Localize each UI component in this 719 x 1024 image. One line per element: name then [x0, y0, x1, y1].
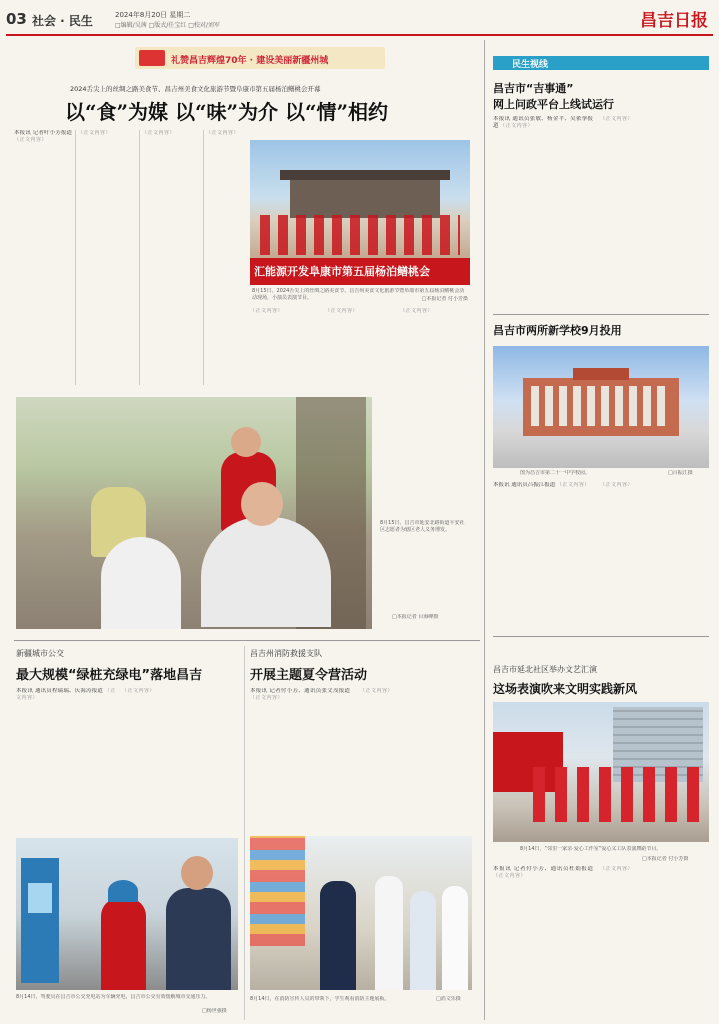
- worker-2: [166, 888, 231, 990]
- section-title: 社会 · 民生: [32, 14, 93, 28]
- sidebar-story1-headline-1: 昌吉市“吉事通”: [493, 82, 574, 95]
- column-divider: [139, 130, 140, 385]
- second-cape: [101, 537, 181, 629]
- culture-headline: 这场表演吹来文明实践新风: [493, 682, 638, 696]
- lead-body-col-1: 本报讯 记者叶小芳报道 （正文内容）: [14, 130, 72, 143]
- lead-body-col-6: （正文内容）: [325, 308, 359, 314]
- bus-body-2: （正文内容）: [122, 688, 156, 694]
- sidebar-story2-body-2: （正文内容）: [600, 482, 634, 488]
- culture-body-1: 本报讯 记者付小芳、通讯员杜娟报道 （正文内容）: [493, 866, 593, 879]
- sidebar-story1-body-2: （正文内容）: [600, 116, 634, 122]
- customer-head: [241, 482, 283, 526]
- roof-shape: [280, 170, 450, 180]
- ad-banner-text: 礼赞昌吉辉煌70年 · 建设美丽新疆州城: [171, 56, 329, 66]
- dance-caption: 8月14日，“邻里一家亲·爱心工作室”爱心义工队表演舞蹈节目。: [520, 846, 662, 852]
- student-2: [410, 891, 436, 990]
- column-divider: [75, 130, 76, 385]
- firefighter: [320, 881, 356, 990]
- header-rule: [6, 34, 713, 36]
- bus-credit: □杨世强摄: [202, 1008, 227, 1014]
- worker-1-helmet: [108, 880, 138, 902]
- sidebar-banner-text: 民生视线: [512, 60, 549, 70]
- performance-credit: □本报记者 付小芳摄: [421, 296, 468, 302]
- issue-date: 2024年8月20日 星期二: [115, 11, 191, 19]
- bus-headline: 最大规模“绿桩充绿电”落地昌吉: [16, 668, 203, 683]
- charging-pile-screen: [28, 883, 52, 913]
- bus-kicker: 新疆城市公交: [16, 649, 64, 658]
- sidebar-story2-headline: 昌吉市两所新学校9月投用: [493, 324, 622, 337]
- school-credit: □吕振江摄: [668, 470, 693, 476]
- school-photo: [493, 346, 709, 468]
- column-divider: [244, 646, 245, 1020]
- fire-headline: 开展主题夏令营活动: [250, 668, 368, 683]
- school-roof: [573, 368, 629, 380]
- school-windows: [531, 386, 671, 426]
- performance-caption: 8月15日，2024舌尖上的丝绸之路美食节、昌吉州美食文化旅游节暨阜康市第五届杨泊鳝桃会活动现场，小演员表演节目。: [252, 288, 465, 301]
- haircut-caption: 8月15日，昌吉市延安北路街道平安社区志愿者为辖区老人义务理发。: [380, 520, 465, 533]
- lead-body-col-4: （正文内容）: [206, 130, 240, 136]
- page-header: [0, 0, 719, 34]
- haircut-credit: □本报记者 目海峰摄: [392, 614, 439, 620]
- exhibit-boards: [250, 836, 305, 946]
- culture-kicker: 昌吉市延北社区举办文艺汇演: [493, 665, 597, 674]
- editors-line: □编辑/吴茜 □版式/任宝红 □校对/刘军: [115, 22, 220, 29]
- divider: [493, 636, 709, 637]
- lead-body-col-3: （正文内容）: [142, 130, 176, 136]
- lead-kicker: 2024舌尖上的丝绸之路美食节、昌吉州美食文化旅游节暨阜康市第五届杨泊鳝桃会开幕: [70, 85, 321, 93]
- student-1: [375, 876, 403, 990]
- haircut-photo: [16, 397, 372, 629]
- fire-body-1: 本报讯 记者付小芳、通讯员张文茂报道 （正文内容）: [250, 688, 350, 701]
- lead-reporter: 本报讯 记者叶小芳报道: [14, 130, 72, 136]
- fire-credit: □消文乐摄: [436, 996, 461, 1002]
- fire-caption: 8月14日，在消防宣传人员的带领下，学生观看消防主题展板。: [250, 996, 390, 1002]
- bus-charging-photo: [16, 838, 238, 990]
- sidebar-story1-body-1: 本报讯 通讯员张敏、杨金平、吴依拳报道 （正文内容）: [493, 116, 593, 129]
- lead-headline: 以“食”为媒 以“味”为介 以“情”相约: [65, 100, 388, 124]
- school-caption: 图为昌吉市第二十一中学校园。: [520, 470, 591, 476]
- dancers-row: [533, 767, 703, 822]
- building-shape: [290, 178, 440, 218]
- worker-2-head: [181, 856, 213, 890]
- newspaper-logo: 昌吉日报: [640, 11, 708, 31]
- ad-banner: [135, 47, 385, 69]
- charging-pile: [21, 858, 59, 983]
- dance-photo: [493, 702, 709, 842]
- page-number: 03: [6, 10, 27, 28]
- bus-body-1: 本报讯 通讯员程瑞瑞、庆海涛报道 （正文内容）: [16, 688, 116, 701]
- student-3: [442, 886, 468, 990]
- dancers-shape: [260, 215, 460, 255]
- anniversary-logo-icon: [139, 50, 165, 66]
- bus-caption: 8月14日，驾驶员在昌吉市公交充电站为车辆充电，昌吉市公交有效缓解城市交通压力。: [16, 994, 211, 1000]
- sidebar-divider: [484, 40, 485, 1020]
- lead-body-col-2: （正文内容）: [78, 130, 112, 136]
- fire-camp-photo: [250, 836, 472, 990]
- culture-body-2: （正文内容）: [600, 866, 634, 872]
- fire-kicker: 昌吉州消防救援支队: [250, 649, 322, 658]
- lead-body-col-7: （正文内容）: [400, 308, 434, 314]
- barber-head: [231, 427, 261, 457]
- stage-banner-text: 汇能源开发阜康市第五届杨泊鳝桃会: [254, 265, 430, 278]
- customer-cape: [201, 517, 331, 627]
- sidebar-story2-body-1: 本报讯 通讯员吕振江报道 （正文内容）: [493, 482, 590, 488]
- column-divider: [203, 130, 204, 385]
- divider: [14, 640, 480, 641]
- lead-body-col-5: （正文内容）: [250, 308, 284, 314]
- dance-credit: □本报记者 付小芳摄: [642, 856, 689, 862]
- sidebar-story1-headline-2: 网上问政平台上线试运行: [493, 98, 614, 111]
- worker-1: [101, 898, 146, 990]
- fire-body-2: （正文内容）: [360, 688, 394, 694]
- performance-photo: [250, 140, 470, 285]
- divider: [493, 314, 709, 315]
